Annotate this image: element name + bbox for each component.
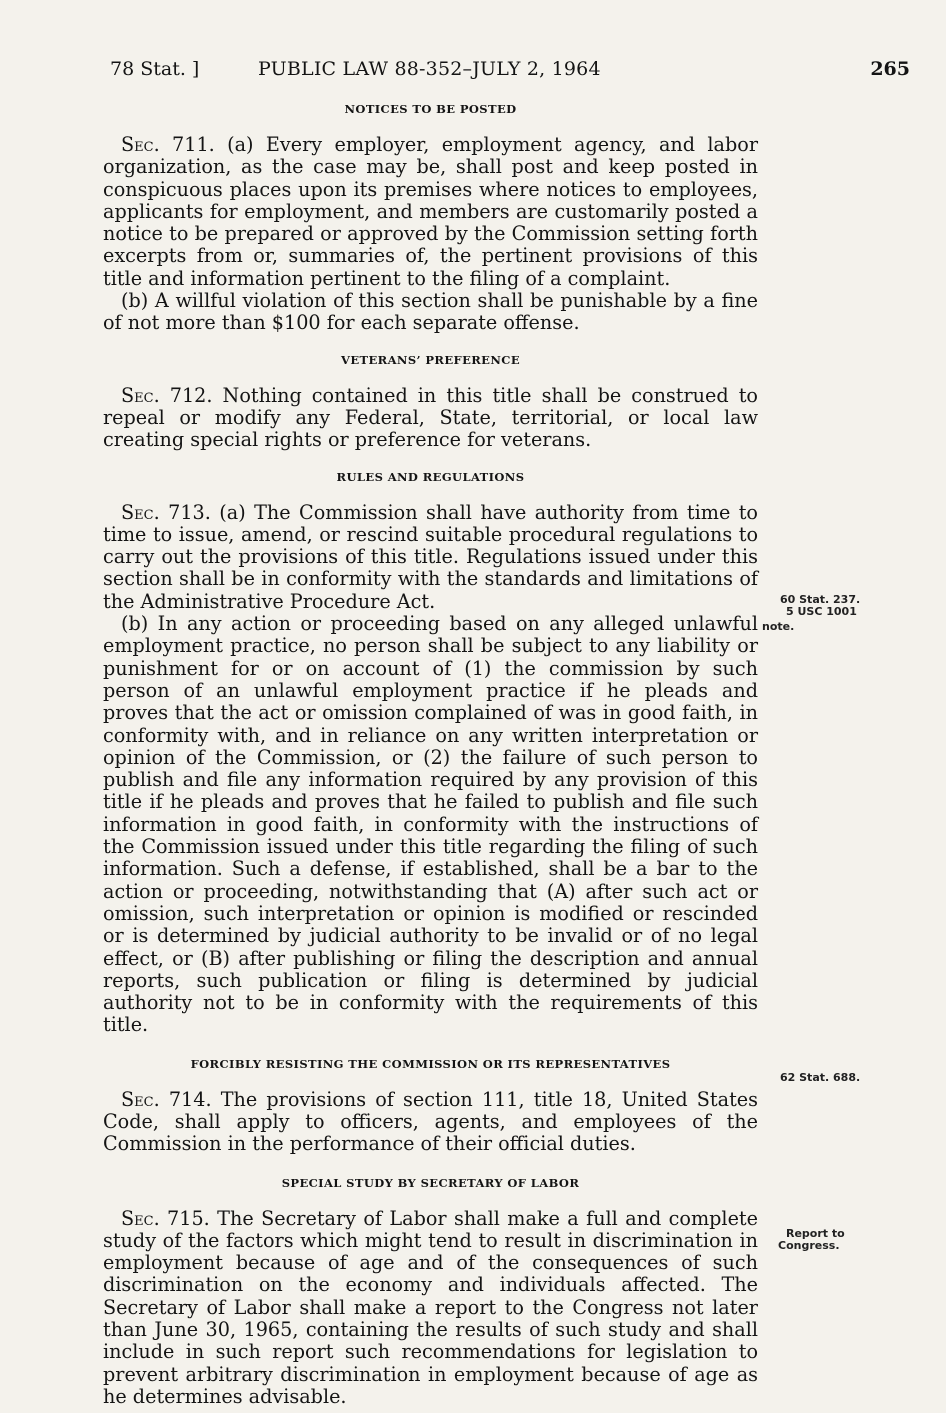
paragraph-text: Nothing contained in this title shall be construed to repeal or modify any Federal, State, territorial, or local law creating special rights or preference for veterans. — [103, 383, 758, 452]
section-number: Sec. 715. — [121, 1206, 210, 1230]
section-number: Sec. 712. — [121, 383, 213, 407]
paragraph-text: The provisions of section 111, title 18, United States Code, shall apply to officers, agents, and employees of the Commission in the performance of their official duties. — [103, 1087, 758, 1156]
section-number: Sec. 711. — [121, 133, 215, 156]
section-heading-notices: NOTICES TO BE POSTED — [344, 102, 517, 116]
paragraph-sec-713-b — [103, 613, 758, 1037]
margin-note-apa — [780, 594, 860, 618]
header-title: PUBLIC LAW 88-352–JULY 2, 1964 — [258, 58, 601, 80]
section-number: Sec. 713. — [121, 500, 211, 524]
paragraph-sec-713-a — [103, 502, 758, 613]
paragraph-sec-712 — [103, 385, 758, 452]
paragraph-text: (a) The Commission shall have authority from time to time to issue, amend, or rescind suitable procedural regulations to carry out the provisions of this title. Regulations issued under this section shall be in conformity with the standards and limitations of the Administrative Procedure Act. — [103, 500, 758, 613]
margin-note-line: 5 USC 1001 — [786, 605, 857, 618]
section-heading-special-study: SPECIAL STUDY BY SECRETARY OF LABOR — [281, 1175, 580, 1190]
paragraph-text: (b) In any action or proceeding based on any alleged unlawful employment practice, no person shall be subject to any liability or punishment for or on account of (1) the commission by such person of an unlawful employment practice if he pleads and proves that the act or omission complained of was in good faith, in conformity with, and in reliance on any written interpretation or opinion of the Commission, or (2) the failure of such person to publish and file any information required by any provision of this title if he pleads and proves that he failed to publish and file such information in good faith, in conformity with the instructions of the Commission issued under this title regarding the filing of such information. Such a defense, if established, shall be a bar to the action or proceeding, notwithstanding that (A) after such act or omission, such interpretation or opinion is modified or rescinded or is determined by judicial authority to be invalid or of no legal effect, or (B) after publishing or filing the description and annual reports, such publication or filing is determined by judicial authority not to be in conformity with the requirements of this title. — [103, 612, 758, 1037]
section-heading-resisting: FORCIBLY RESISTING THE COMMISSION OR ITS REPRESENTATIVES — [190, 1056, 671, 1071]
header-volume: 78 Stat. ] — [110, 58, 200, 80]
section-heading-veterans: VETERANS’ PREFERENCE — [341, 352, 520, 367]
margin-note-line: Report to — [786, 1227, 845, 1240]
margin-note-62-stat: 62 Stat. 688. — [780, 1071, 861, 1084]
page-header — [110, 58, 910, 88]
paragraph-sec-711-a — [103, 134, 758, 290]
section-number: Sec. 714. — [121, 1087, 212, 1111]
body-text — [103, 102, 758, 1408]
margin-note-line: 60 Stat. 237. — [780, 593, 861, 606]
paragraph-sec-715 — [103, 1208, 758, 1409]
paragraph-sec-714 — [103, 1089, 758, 1156]
margin-note-apa-note: note. — [762, 620, 795, 633]
paragraph-sec-711-b — [103, 290, 758, 335]
margin-note-line: Congress. — [778, 1239, 840, 1252]
section-heading-rules: RULES AND REGULATIONS — [336, 469, 525, 484]
page-number: 265 — [870, 58, 910, 80]
paragraph-text: The Secretary of Labor shall make a full and complete study of the factors which might tend to result in discrimination in employment because of age and of the consequences of such discrimination on the economy and individuals affected. The Secretary of Labor shall make a report to the Congress not later than June 30, 1965, containing the results of such study and shall include in such report such recommendations for legislation to prevent arbitrary discrimination in employment because of age as he determines advisable. — [103, 1206, 758, 1408]
margin-note-report — [778, 1228, 845, 1252]
paragraph-text: (a) Every employer, employment agency, and labor organization, as the case may be, shall post and keep posted in conspicuous places upon its premises where notices to employees, applicants for employment, and members are customarily posted a notice to be prepared or approved by the Commission setting forth excerpts from or, summaries of, the pertinent provisions of this title and information pertinent to the filing of a complaint. — [103, 133, 758, 290]
paragraph-text: (b) A willful violation of this section shall be punishable by a fine of not more than $100 for each separate offense. — [103, 289, 758, 335]
